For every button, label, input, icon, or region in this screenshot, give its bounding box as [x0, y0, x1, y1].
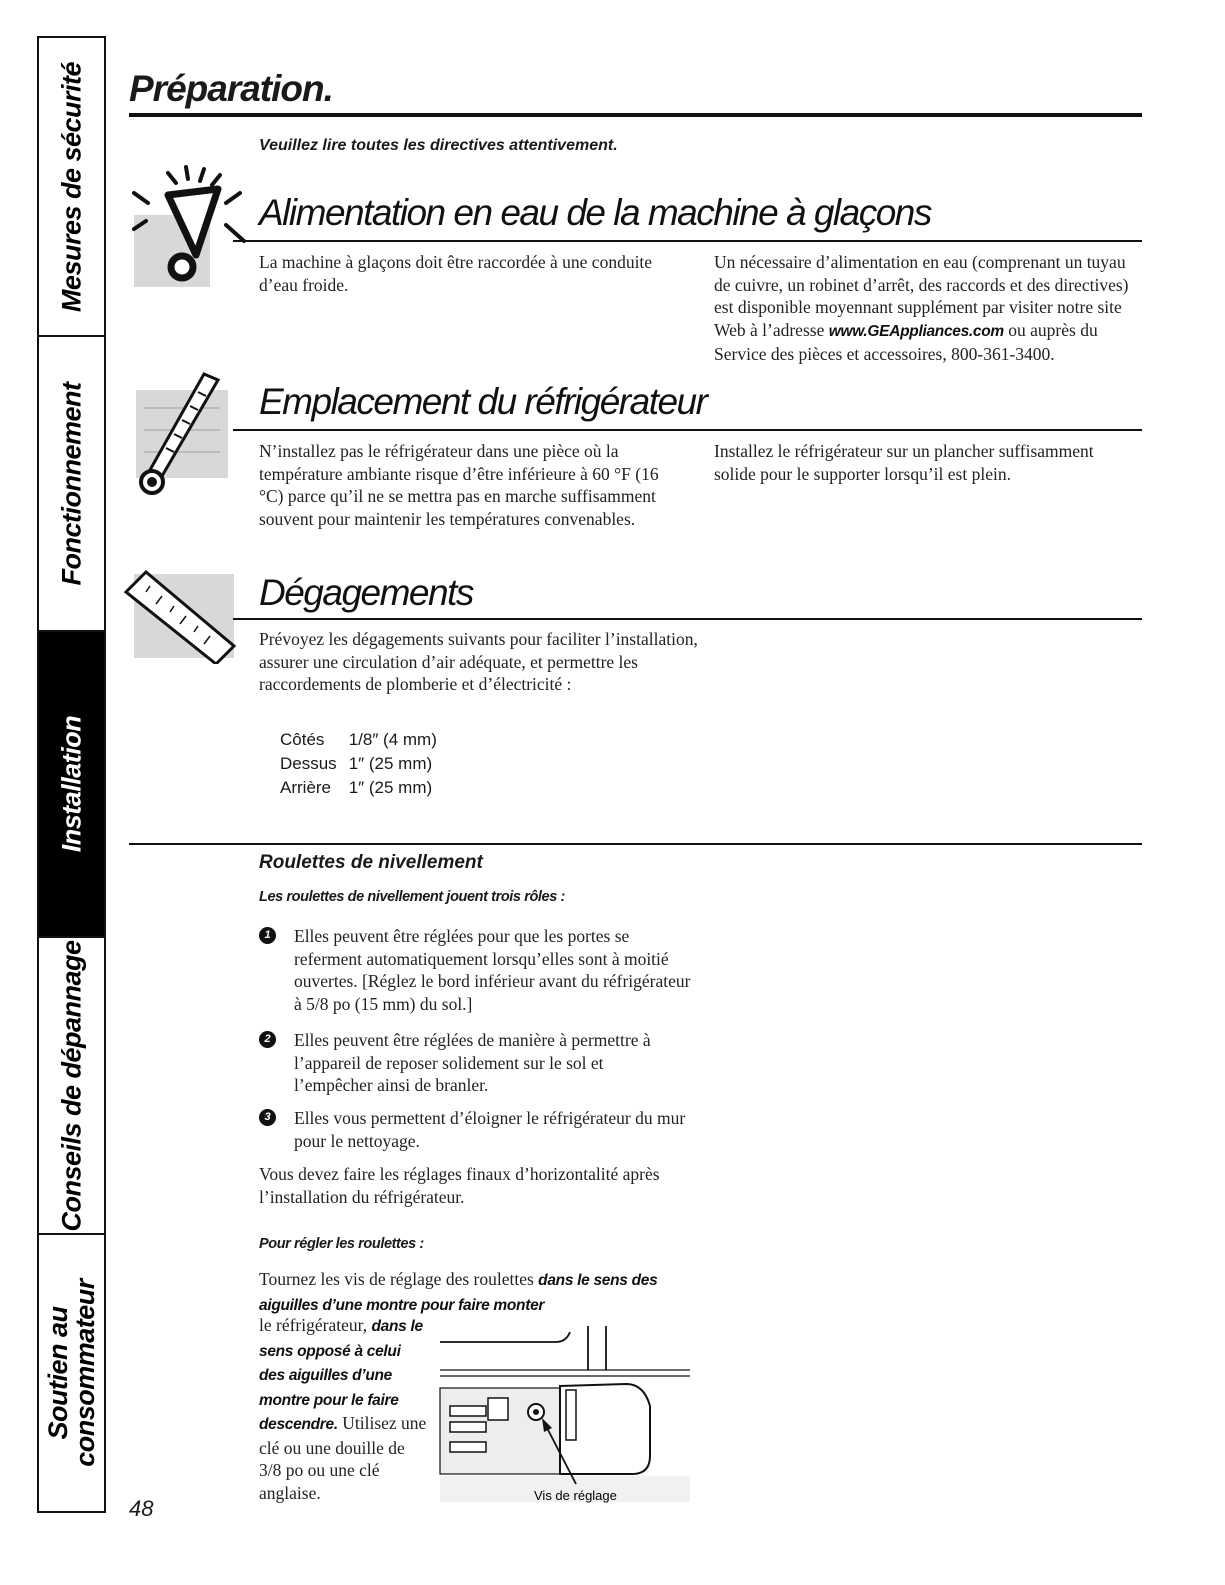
roller-adjustment-diagram [436, 1318, 696, 1508]
location-divider [233, 429, 1142, 431]
number-badge-2: 2 [259, 1031, 276, 1048]
water-kit-text: Un nécessaire d’alimentation en eau (comprenant un tuyau de cuivre, un robinet d’arrêt, des raccords et des directives) est disponible moyennant supplément par visiter notre site Web à l’adresse [714, 252, 1129, 340]
number-badge-3: 3 [259, 1109, 276, 1126]
clearances-title: Dégagements [259, 572, 473, 613]
tab-troubleshooting[interactable] [39, 938, 104, 1235]
tab-safety-label: Mesures de sécurité [56, 61, 86, 312]
tab-operation-label: Fonctionnement [56, 382, 86, 585]
roller-role-text: Elles peuvent être réglées pour que les portes se referment automatiquement lorsqu’elles sont à moitié ouvertes. [Réglez le bord inférieur avant du réfrigérateur à 5/8 po (15 mm) du sol.] [294, 926, 691, 1014]
location-text-left: N’installez pas le réfrigérateur dans une pièce où la température ambiante risque d’être inférieure à 60 °F (16 °C) parce qu’il ne se mettra pas en marche suffisamment souvent pour maintenir les températures convenables. [259, 441, 659, 529]
clearances-table [280, 728, 449, 800]
adjust-text-3: Utilisez une clé ou une douille de 3/8 po ou une clé anglaise. [259, 1413, 427, 1503]
clearance-value: 1″ (25 mm) [348, 778, 433, 797]
rollers-title: Roulettes de nivellement [259, 852, 483, 873]
tab-consumer-support-line-2: consommateur [69, 1279, 100, 1467]
water-supply-text-right [714, 251, 1139, 366]
water-supply-text-left: La machine à glaçons doit être raccordée à une conduite d’eau froide. [259, 252, 653, 295]
adjust-text-1: Tournez les vis de réglage des roulettes [259, 1269, 534, 1289]
adjust-emphasis-1: dans le sens des aiguilles d’une montre pour faire monter [259, 1272, 658, 1314]
intro-instruction: Veuillez lire toutes les directives attentivement. [259, 137, 618, 154]
side-navigation [37, 36, 106, 1513]
tab-consumer-support-line-1: Soutien au [42, 1306, 73, 1440]
adjust-rollers-subtitle: Pour régler les roulettes : [259, 1236, 424, 1252]
roller-role-2 [259, 1029, 709, 1099]
roller-role-text: Elles peuvent être réglées de manière à permettre à l’appareil de reposer solidement sur le sol et l’empêcher ainsi de branler. [294, 1030, 651, 1095]
location-title: Emplacement du réfrigérateur [259, 381, 707, 422]
clearance-row-top [280, 752, 449, 776]
tab-consumer-support-label [42, 1279, 100, 1467]
adjust-instruction-top [259, 1268, 659, 1317]
website-link[interactable]: www.GEAppliances.com [828, 322, 1004, 340]
rollers-subtitle: Les roulettes de nivellement jouent trois rôles : [259, 889, 565, 905]
tab-installation[interactable] [39, 632, 104, 938]
rollers-divider [129, 843, 1142, 845]
warning-icon [130, 163, 246, 291]
page-title: Préparation. [129, 68, 333, 109]
roller-role-text: Elles vous permettent d’éloigner le réfrigérateur du mur pour le nettoyage. [294, 1108, 686, 1151]
clearance-value: 1/8″ (4 mm) [348, 730, 437, 749]
page-number: 48 [129, 1496, 154, 1521]
adjust-instruction-side [259, 1314, 427, 1504]
clearance-value: 1″ (25 mm) [348, 754, 433, 773]
tab-troubleshooting-label: Conseils de dépannage [56, 939, 86, 1232]
location-text-right: Installez le réfrigérateur sur un plancher suffisamment solide pour le supporter lorsqu’il est plein. [714, 441, 1094, 484]
title-divider [129, 113, 1142, 117]
tab-operation[interactable] [39, 337, 104, 632]
water-supply-title: Alimentation en eau de la machine à glaçons [259, 192, 931, 233]
clearance-side: Côtés [280, 730, 325, 749]
clearances-divider [233, 618, 1142, 620]
tab-consumer-support[interactable] [39, 1235, 104, 1511]
final-adjustment-text: Vous devez faire les réglages finaux d’horizontalité après l’installation du réfrigérateur. [259, 1164, 660, 1207]
clearance-side: Dessus [280, 754, 337, 773]
tab-safety[interactable] [39, 38, 104, 337]
adjust-text-2: le réfrigérateur, [259, 1315, 368, 1335]
roller-role-1 [259, 925, 709, 1015]
roller-role-3 [259, 1107, 709, 1155]
ruler-icon [116, 564, 240, 664]
number-badge-1: 1 [259, 927, 276, 944]
parts-service-text: ou auprès du Service des pièces et accessoires, 800-361-3400. [714, 319, 1098, 364]
tab-installation-label: Installation [56, 715, 86, 853]
clearance-row-sides [280, 728, 449, 752]
water-supply-divider [233, 240, 1142, 242]
adjust-emphasis-2: dans le sens opposé à celui des aiguilles d’une montre pour le faire descendre. [259, 1318, 423, 1433]
clearance-side: Arrière [280, 778, 332, 797]
clearance-row-back [280, 776, 449, 800]
clearances-text: Prévoyez les dégagements suivants pour faciliter l’installation, assurer une circulation d’air adéquate, et permettre les raccordements de plomberie et d’électricité : [259, 629, 698, 694]
adjusting-screw-label: Vis de réglage [534, 1488, 617, 1503]
thermometer-icon [134, 368, 234, 500]
